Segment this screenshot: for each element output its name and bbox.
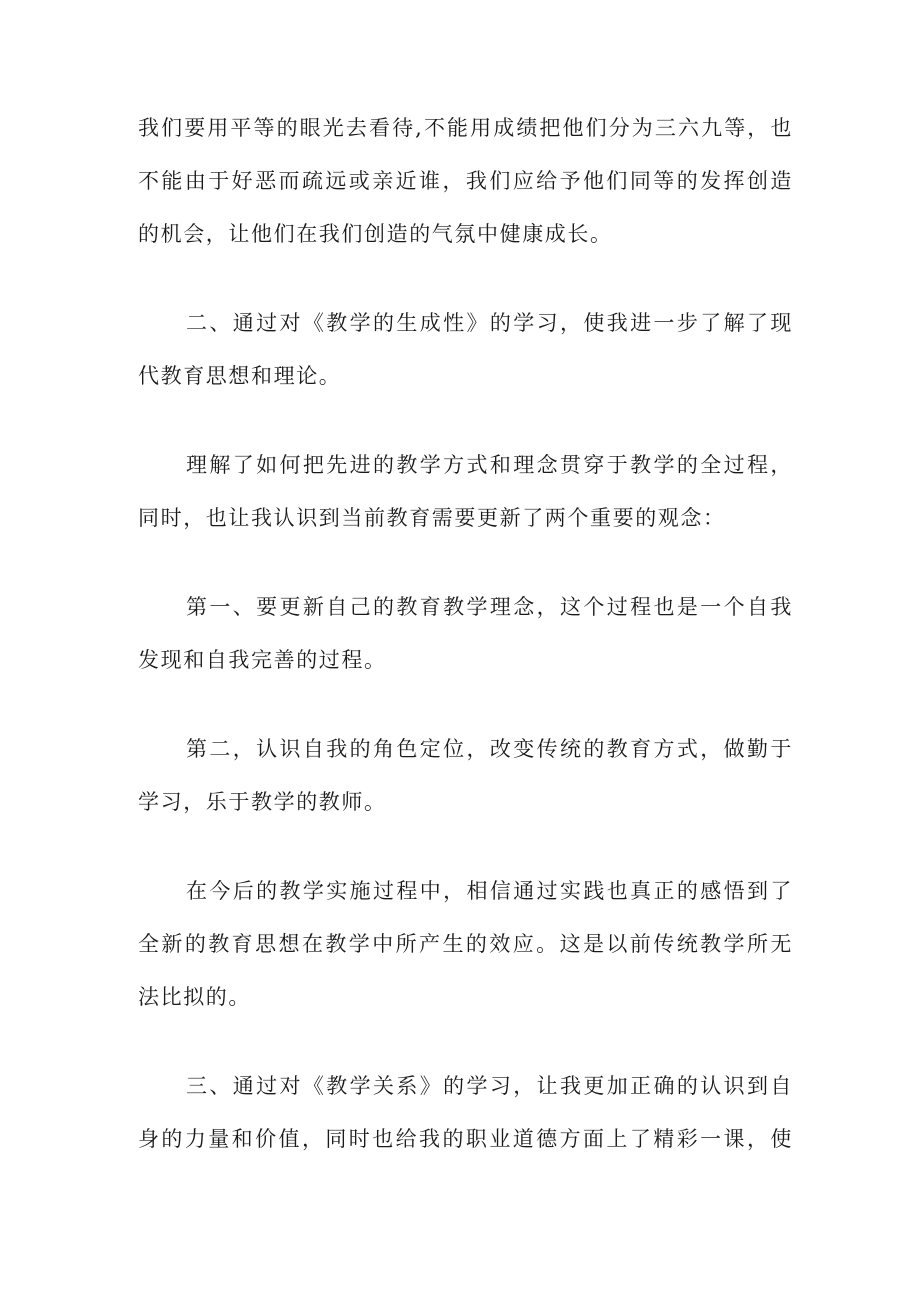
text-line: 的机会，让他们在我们创造的气氛中健康成长。 (138, 222, 613, 246)
text-line: 学习，乐于教学的教师。 (138, 790, 387, 814)
text-line: 身的力量和价值，同时也给我的职业道德方面上了精彩一课，使 (138, 1127, 793, 1151)
text-line: 全新的教育思想在教学中所产生的效应。这是以前传统教学所无 (138, 932, 793, 956)
paragraph-future-practice (138, 865, 793, 1024)
paragraph-section-two (138, 297, 793, 403)
text-line: 不能由于好恶而疏远或亲近谁，我们应给予他们同等的发挥创造 (138, 169, 793, 193)
text-line: 我们要用平等的眼光去看待,不能用成绩把他们分为三六九等，也 (138, 116, 793, 140)
text-line: 二、通过对《教学的生成性》的学习，使我进一步了解了现 (186, 311, 793, 335)
text-line: 代教育思想和理论。 (138, 364, 342, 388)
text-line: 理解了如何把先进的教学方式和理念贯穿于教学的全过程， (186, 453, 793, 477)
text-line: 三、通过对《教学关系》的学习，让我更加正确的认识到自 (186, 1074, 793, 1098)
text-line: 第二，认识自我的角色定位，改变传统的教育方式，做勤于 (186, 737, 793, 761)
text-line: 同时，也让我认识到当前教育需要更新了两个重要的观念： (138, 506, 726, 530)
text-line: 发现和自我完善的过程。 (138, 648, 387, 672)
paragraph-understanding (138, 439, 793, 545)
paragraph-first-concept (138, 581, 793, 687)
paragraph-second-concept (138, 723, 793, 829)
text-line: 第一、要更新自己的教育教学理念，这个过程也是一个自我 (186, 595, 793, 619)
text-line: 在今后的教学实施过程中，相信通过实践也真正的感悟到了 (186, 879, 793, 903)
paragraph-section-three (138, 1060, 793, 1166)
text-line: 法比拟的。 (138, 985, 251, 1009)
paragraph-equal-treatment (138, 102, 793, 261)
